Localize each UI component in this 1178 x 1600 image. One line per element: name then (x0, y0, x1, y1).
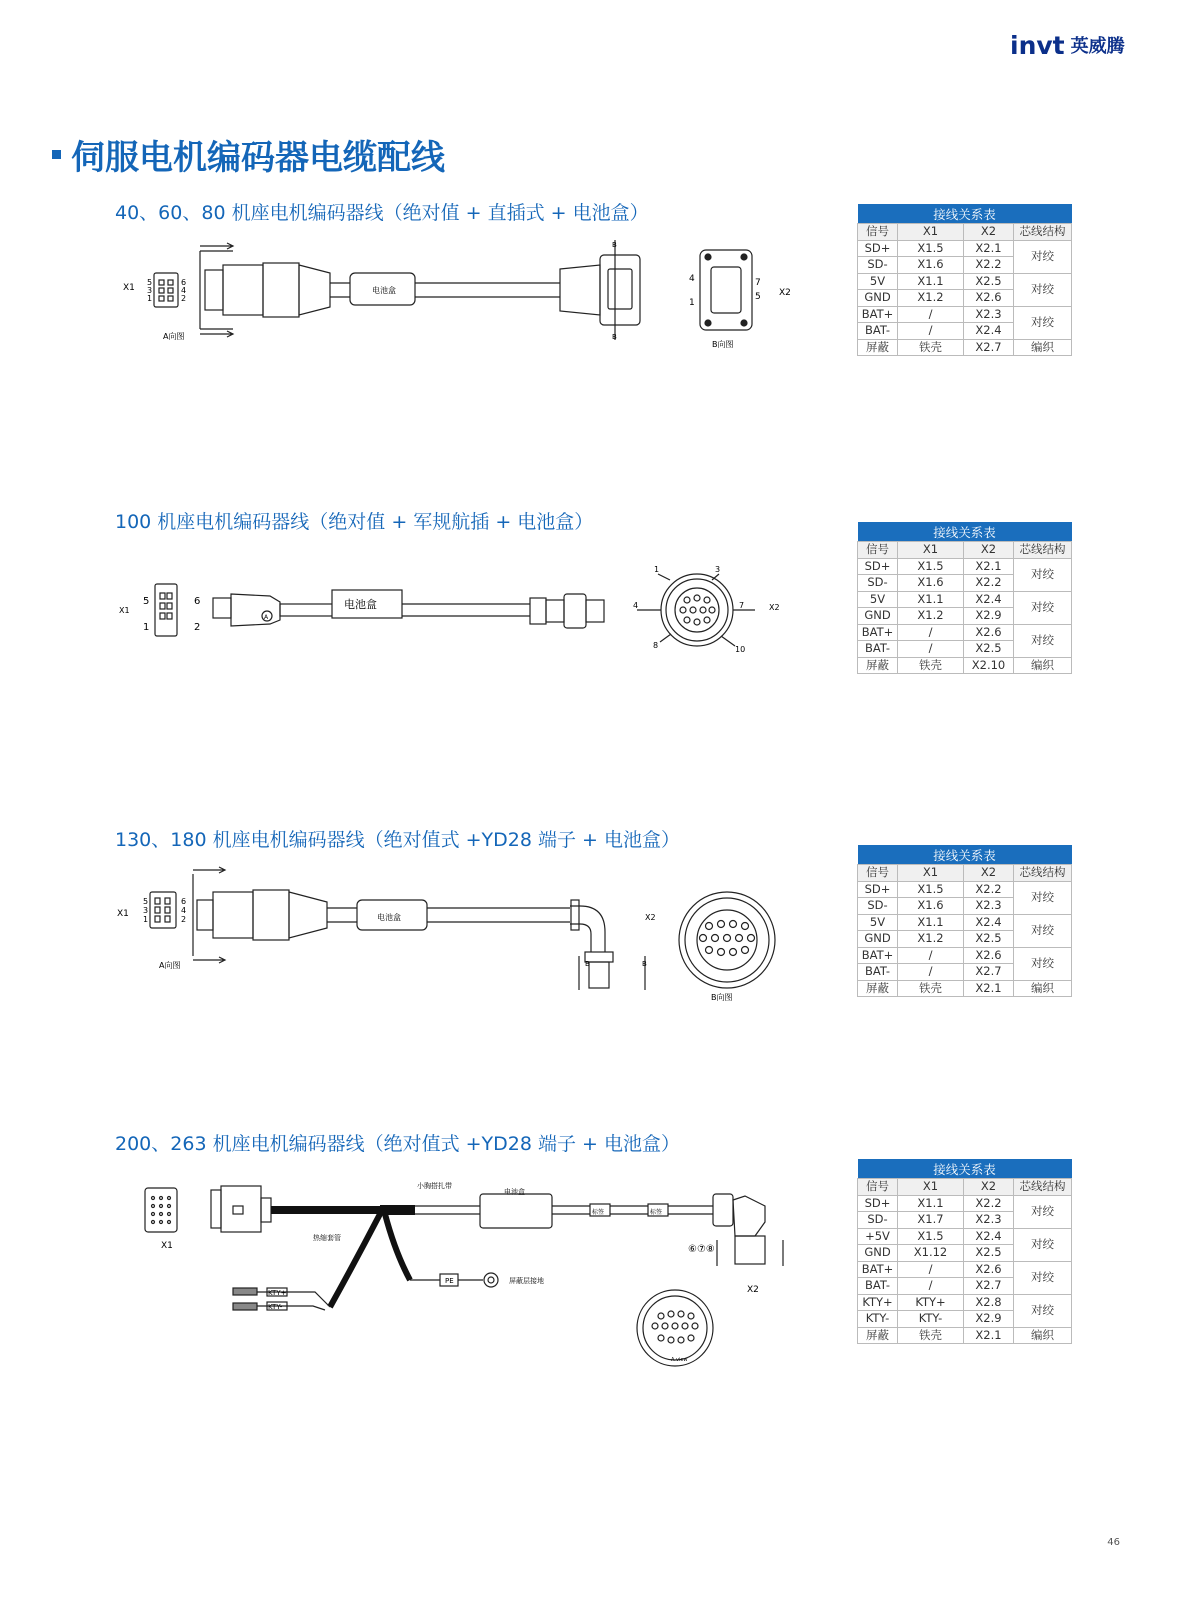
table-row (858, 339, 1072, 356)
cell: X1.2 (898, 931, 964, 948)
th-x1: X1 (898, 865, 964, 882)
cell: 铁壳 (898, 657, 964, 674)
cell: 5V (858, 914, 898, 931)
th-structure: 芯线结构 (1014, 865, 1072, 882)
cell: X2.4 (964, 591, 1014, 608)
cell-structure: 对绞 (1014, 306, 1072, 339)
th-x2: X2 (964, 542, 1014, 559)
cell: X2.2 (964, 1195, 1014, 1212)
cell: / (898, 947, 964, 964)
cell: / (898, 323, 964, 340)
cell: X2.8 (964, 1294, 1014, 1311)
cell-structure: 对绞 (1014, 1294, 1072, 1327)
cell: / (898, 306, 964, 323)
s3-pin-1: 1 (143, 915, 149, 924)
cell: 铁壳 (898, 980, 964, 997)
cell: / (898, 641, 964, 658)
th-x2: X2 (964, 224, 1014, 241)
cell-structure: 对绞 (1014, 1195, 1072, 1228)
page-number: 46 (1107, 1537, 1120, 1548)
cell: X1.5 (898, 881, 964, 898)
s1-pin-1b: 1 (689, 298, 695, 308)
s1-pin-2: 2 (181, 294, 187, 303)
cell: X1.6 (898, 575, 964, 592)
th-signal: 信号 (858, 1179, 898, 1196)
cell: X2.6 (964, 290, 1014, 307)
s4-kty-plus-label: KTY+ (268, 1289, 287, 1297)
cell: SD- (858, 1212, 898, 1229)
s4-kty-minus-label: KTY- (268, 1303, 283, 1311)
title-square-icon (52, 150, 61, 159)
s2-pin-2: 2 (194, 622, 201, 633)
section-2-diagram (115, 560, 805, 660)
cell: X2.4 (964, 1228, 1014, 1245)
s1-pin-1: 1 (147, 294, 153, 303)
s1-b-view-label: B向图 (712, 340, 734, 349)
table-row (858, 1294, 1072, 1311)
logo-mark: invt (1010, 30, 1065, 60)
cell-structure: 对绞 (1014, 914, 1072, 947)
s2-pin-5: 5 (143, 596, 150, 607)
cell: KTY+ (858, 1294, 898, 1311)
cell: BAT+ (858, 1261, 898, 1278)
s2-c3: 3 (715, 565, 721, 574)
cell: X1.5 (898, 558, 964, 575)
page-title-text: 伺服电机编码器电缆配线 (71, 138, 445, 178)
cell-structure: 对绞 (1014, 881, 1072, 914)
cell: X1.5 (898, 1228, 964, 1245)
s2-c10: 10 (735, 645, 746, 654)
cell: X2.7 (964, 964, 1014, 981)
cell: X2.6 (964, 947, 1014, 964)
cell: SD- (858, 898, 898, 915)
page-title (52, 130, 445, 179)
cell: 铁壳 (898, 1327, 964, 1344)
cell-structure: 对绞 (1014, 1228, 1072, 1261)
cell: X2.3 (964, 306, 1014, 323)
s2-a-mark: A (264, 614, 269, 621)
s1-x2-label: X2 (779, 288, 791, 298)
s3-a-view-label: A向图 (159, 961, 181, 970)
cell: / (898, 964, 964, 981)
cell-structure: 编织 (1014, 1327, 1072, 1344)
s3-x1-label: X1 (117, 909, 129, 919)
cell: SD- (858, 575, 898, 592)
cell-structure: 对绞 (1014, 273, 1072, 306)
th-structure: 芯线结构 (1014, 1179, 1072, 1196)
cell: X1.6 (898, 257, 964, 274)
cell: X2.1 (964, 980, 1014, 997)
cell: / (898, 624, 964, 641)
cell: 屏蔽 (858, 339, 898, 356)
s2-c7: 7 (739, 601, 745, 610)
table-row (858, 947, 1072, 964)
s1-x1-label: X1 (123, 283, 135, 293)
cell: 5V (858, 591, 898, 608)
cell: / (898, 1261, 964, 1278)
cell: 屏蔽 (858, 657, 898, 674)
s2-battery-label: 电池盒 (344, 598, 377, 611)
th-structure: 芯线结构 (1014, 224, 1072, 241)
table-row (858, 591, 1072, 608)
cell: X1.2 (898, 608, 964, 625)
cell: X2.6 (964, 1261, 1014, 1278)
cell: SD+ (858, 558, 898, 575)
s4-battery-label: 电池盒 (504, 1188, 525, 1196)
s4-x2-label: X2 (747, 1285, 759, 1295)
cell: X2.4 (964, 914, 1014, 931)
cell: GND (858, 608, 898, 625)
s2-pin-1: 1 (143, 622, 150, 633)
cell: KTY- (858, 1311, 898, 1328)
cell: SD+ (858, 240, 898, 257)
cell: X1.2 (898, 290, 964, 307)
s1-pin-5: 5 (147, 278, 153, 287)
cell: BAT+ (858, 947, 898, 964)
s3-pin-6: 6 (181, 897, 187, 906)
cell: X2.2 (964, 257, 1014, 274)
cell: X1.7 (898, 1212, 964, 1229)
brand-logo (1010, 30, 1125, 60)
th-x1: X1 (898, 1179, 964, 1196)
cell: X2.10 (964, 657, 1014, 674)
table-row (858, 624, 1072, 641)
s3-pin-5: 5 (143, 897, 149, 906)
cell: X2.1 (964, 558, 1014, 575)
s3-pin-4: 4 (181, 906, 187, 915)
s3-battery-label: 电池盒 (377, 913, 401, 922)
table-row (858, 980, 1072, 997)
s4-pe-label: PE (445, 1277, 454, 1285)
cell-structure: 对绞 (1014, 624, 1072, 657)
section-1-title: 40、60、80 机座电机编码器线（绝对值 + 直插式 + 电池盒） (115, 202, 649, 224)
s2-c1: 1 (654, 565, 660, 574)
s4-circled-pins: ⑥⑦⑧ (688, 1244, 715, 1255)
table-row (858, 1261, 1072, 1278)
s3-pin-3: 3 (143, 906, 149, 915)
s2-x1-label: X1 (119, 606, 130, 615)
table-row (858, 558, 1072, 575)
cell: X2.5 (964, 641, 1014, 658)
table-caption: 接线关系表 (858, 845, 1072, 865)
table-caption: 接线关系表 (858, 204, 1072, 224)
cell: X1.1 (898, 1195, 964, 1212)
th-x2: X2 (964, 865, 1014, 882)
cell-structure: 对绞 (1014, 591, 1072, 624)
s1-battery-label: 电池盒 (372, 286, 396, 295)
cell: 屏蔽 (858, 1327, 898, 1344)
cell: X1.1 (898, 273, 964, 290)
cell: BAT- (858, 1278, 898, 1295)
cell: 铁壳 (898, 339, 964, 356)
table-row (858, 306, 1072, 323)
table-row (858, 1195, 1072, 1212)
section-4-title: 200、263 机座电机编码器线（绝对值式 +YD28 端子 + 电池盒） (115, 1133, 680, 1155)
cell: GND (858, 931, 898, 948)
cell-structure: 对绞 (1014, 1261, 1072, 1294)
s3-b-right: B (642, 960, 647, 968)
cell: X2.1 (964, 240, 1014, 257)
s2-c8: 8 (653, 641, 659, 650)
section-3-wiring-table (857, 845, 1072, 997)
cell: X2.5 (964, 931, 1014, 948)
s1-b-bottom: B (612, 333, 617, 341)
table-row (858, 657, 1072, 674)
cell: BAT- (858, 964, 898, 981)
s4-label-1: 标签 (592, 1209, 605, 1216)
cell: GND (858, 290, 898, 307)
cell: X2.5 (964, 1245, 1014, 1262)
section-3-diagram (115, 862, 805, 1007)
cell: X2.4 (964, 323, 1014, 340)
s3-x2-label: X2 (645, 913, 656, 922)
cell: X2.7 (964, 1278, 1014, 1295)
s4-shield-ground-label: 屏蔽层接地 (509, 1277, 544, 1285)
s1-pin-4: 4 (181, 286, 187, 295)
cell: / (898, 1278, 964, 1295)
section-2-title: 100 机座电机编码器线（绝对值 + 军规航插 + 电池盒） (115, 511, 594, 533)
th-x1: X1 (898, 224, 964, 241)
s4-x1-label: X1 (161, 1241, 173, 1251)
section-1-diagram (115, 235, 805, 360)
cell: X2.2 (964, 575, 1014, 592)
table-caption: 接线关系表 (858, 1159, 1072, 1179)
cell: X2.7 (964, 339, 1014, 356)
cell: X1.5 (898, 240, 964, 257)
cell-structure: 编织 (1014, 657, 1072, 674)
table-row (858, 273, 1072, 290)
cell: SD+ (858, 881, 898, 898)
s3-b-left: B (585, 960, 590, 968)
s3-pin-2: 2 (181, 915, 187, 924)
cell: SD- (858, 257, 898, 274)
s2-pin-6: 6 (194, 596, 201, 607)
th-x1: X1 (898, 542, 964, 559)
s2-x2-label: X2 (769, 603, 780, 612)
cell: KTY+ (898, 1294, 964, 1311)
cell: KTY- (898, 1311, 964, 1328)
cell: BAT+ (858, 624, 898, 641)
cell: X2.1 (964, 1327, 1014, 1344)
cell: X2.6 (964, 624, 1014, 641)
table-row (858, 881, 1072, 898)
cell: X2.5 (964, 273, 1014, 290)
logo-cn: 英威腾 (1070, 36, 1125, 57)
table-row (858, 1228, 1072, 1245)
cell: X1.1 (898, 591, 964, 608)
cell-structure: 对绞 (1014, 947, 1072, 980)
cell: X2.9 (964, 1311, 1014, 1328)
table-row (858, 914, 1072, 931)
cell: GND (858, 1245, 898, 1262)
table-row (858, 1327, 1072, 1344)
s4-cable-tie-label: 小胸搭扎带 (417, 1182, 452, 1190)
s1-a-view-label: A向图 (163, 332, 185, 341)
th-signal: 信号 (858, 542, 898, 559)
s1-pin-5b: 5 (755, 292, 761, 302)
s1-pin-6: 6 (181, 278, 187, 287)
table-caption: 接线关系表 (858, 522, 1072, 542)
s1-pin-3: 3 (147, 286, 153, 295)
cell: X1.12 (898, 1245, 964, 1262)
section-1-wiring-table (857, 204, 1072, 356)
table-row (858, 240, 1072, 257)
s4-heat-shrink-label: 热缩套管 (313, 1234, 341, 1242)
section-3-title: 130、180 机座电机编码器线（绝对值式 +YD28 端子 + 电池盒） (115, 829, 680, 851)
cell: X2.9 (964, 608, 1014, 625)
s2-c4: 4 (633, 601, 639, 610)
cell: X1.1 (898, 914, 964, 931)
cell-structure: 编织 (1014, 980, 1072, 997)
cell: X2.3 (964, 898, 1014, 915)
th-x2: X2 (964, 1179, 1014, 1196)
s3-b-view-label: B向图 (711, 993, 733, 1002)
cell: 屏蔽 (858, 980, 898, 997)
s1-b-top: B (612, 241, 617, 249)
th-signal: 信号 (858, 865, 898, 882)
cell-structure: 对绞 (1014, 558, 1072, 591)
cell: BAT- (858, 641, 898, 658)
cell-structure: 对绞 (1014, 240, 1072, 273)
section-4-diagram (115, 1172, 805, 1367)
cell: SD+ (858, 1195, 898, 1212)
th-signal: 信号 (858, 224, 898, 241)
section-2-wiring-table (857, 522, 1072, 674)
cell: 5V (858, 273, 898, 290)
s4-a-view-label: A-view (671, 1357, 688, 1363)
section-4-wiring-table (857, 1159, 1072, 1344)
cell: X1.6 (898, 898, 964, 915)
th-structure: 芯线结构 (1014, 542, 1072, 559)
s1-pin-4b: 4 (689, 274, 695, 284)
cell: BAT+ (858, 306, 898, 323)
cell: BAT- (858, 323, 898, 340)
cell: X2.2 (964, 881, 1014, 898)
cell-structure: 编织 (1014, 339, 1072, 356)
s4-label-2: 标签 (650, 1209, 663, 1216)
s1-pin-7b: 7 (755, 278, 761, 288)
cell: X2.3 (964, 1212, 1014, 1229)
cell: +5V (858, 1228, 898, 1245)
